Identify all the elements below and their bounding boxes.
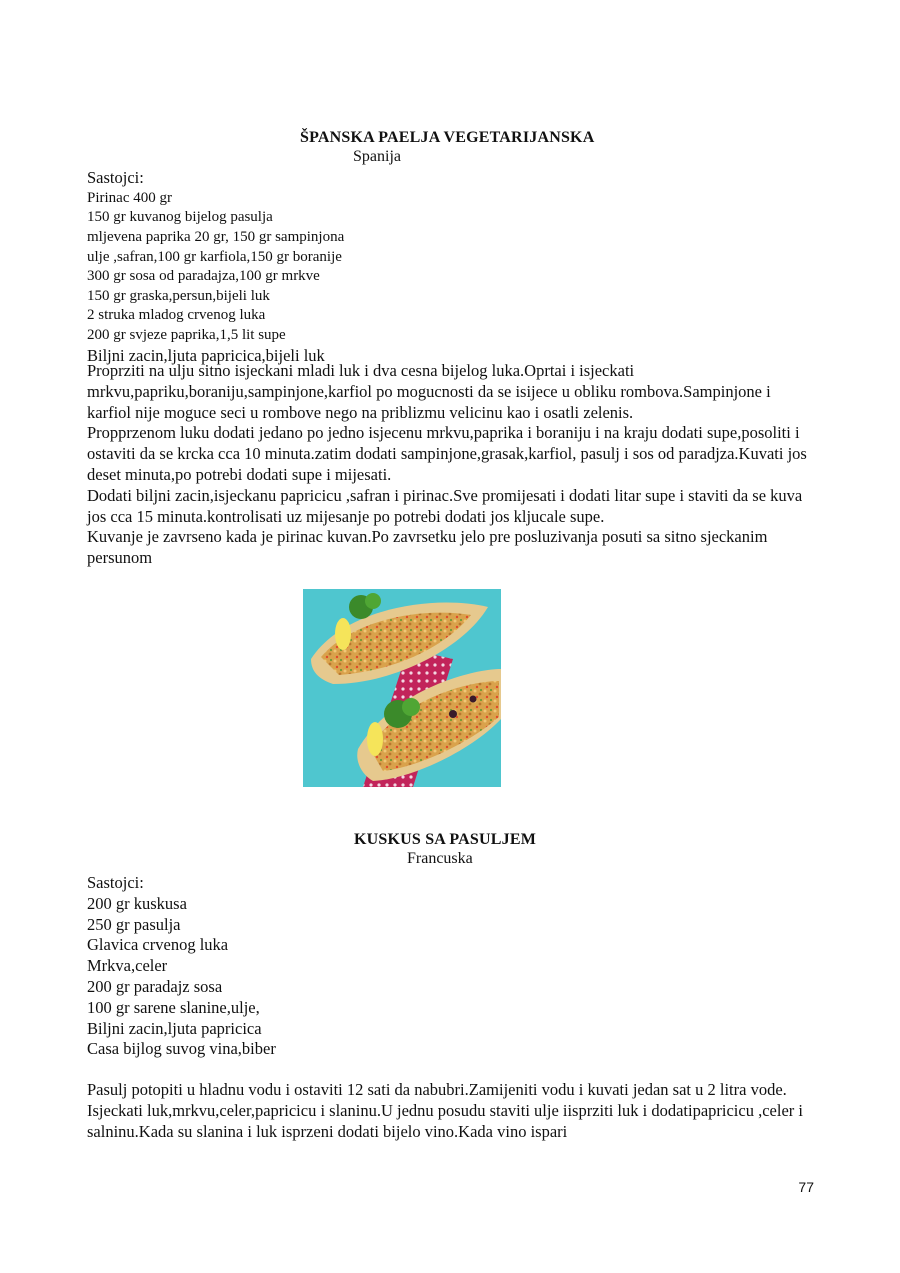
instructions (87, 361, 817, 569)
ingredient-item: Glavica crvenog luka (87, 935, 229, 955)
ingredient-item: 2 struka mladog crvenog luka (87, 307, 266, 324)
instruction-paragraph: Kuvanje je zavrseno kada je pirinac kuvan.Po zavrsetku jelo pre posluzivanja posuti sa sitno sjeckanim persunom (87, 527, 768, 568)
instruction-paragraph: Proprziti na ulju sitno isjeckani mladi luk i dva cesna bijelog luka.Oprtai i isjeckati mrkvu,papriku,boraniju,sampinjone,karfiol po mogucnosti da se isijece u obliku rombova.Sampinjone i karfiol nije moguce seci u rombove nego na priblizmu velicinu kao i osatli zelenis. (87, 361, 771, 422)
ingredient-item: Pirinac 400 gr (87, 189, 172, 206)
ingredient-item: 200 gr kuskusa (87, 893, 187, 913)
ingredients-heading: Sastojci: (87, 873, 144, 892)
ingredient-item: 100 gr sarene slanine,ulje, (87, 997, 260, 1017)
ingredients-heading: Sastojci: (87, 168, 144, 187)
ingredient-item: 200 gr svjeze paprika,1,5 lit supe (87, 326, 286, 343)
instruction-paragraph: Propprzenom luku dodati jedano po jedno isjecenu mrkvu,paprika i boraniju i na kraju dodati supe,posoliti i ostaviti da se krcka cca 10 minuta.zatim dodati sampinjone,grasak,karfiol, pasulj i sos od paradjza.Kuvati jos deset minuta,po potrebi dodati supe i mijesati. (87, 423, 807, 484)
ingredient-item: 150 gr kuvanog bijelog pasulja (87, 209, 273, 226)
ingredient-item: 150 gr graska,persun,bijeli luk (87, 287, 270, 304)
instruction-paragraph: Isjeckati luk,mrkvu,celer,papricicu i slaninu.U jednu posudu staviti ulje iisprziti luk i dodatipapricicu ,celer i salninu.Kada su slanina i luk isprzeni dodati bijelo vino.Kada vino ispari (87, 1100, 803, 1141)
ingredient-item: 200 gr paradajz sosa (87, 976, 223, 996)
ingredient-item: Biljni zacin,ljuta papricica (87, 1018, 262, 1038)
ingredient-item: Mrkva,celer (87, 956, 168, 976)
instructions (87, 1080, 817, 1142)
instruction-paragraph: Dodati biljni zacin,isjeckanu papricicu ,safran i pirinac.Sve promijesati i dodati litar supe i staviti da se kuva jos cca 15 minuta.kontrolisati uz mijesanje po potrebi dodati jos kljucale supe. (87, 485, 803, 526)
recipe-title: ŠPANSKA PAELJA VEGETARIJANSKA (300, 129, 595, 146)
ingredient-item: ulje ,safran,100 gr karfiola,150 gr boranije (87, 248, 342, 265)
instruction-paragraph: Pasulj potopiti u hladnu vodu i ostaviti 12 sati da nabubri.Zamijeniti vodu i kuvati jedan sat u 2 litra vode. (87, 1080, 787, 1099)
ingredients-list (87, 168, 344, 366)
ingredients-list (87, 873, 276, 1060)
paella-photo (303, 589, 501, 787)
recipe-origin: Spanija (353, 148, 401, 165)
ingredient-item: 300 gr sosa od paradajza,100 gr mrkve (87, 268, 320, 285)
page-number: 77 (798, 1179, 814, 1195)
ingredient-item: Biljni zacin,ljuta papricica,bijeli luk (87, 345, 325, 365)
recipe-origin: Francuska (407, 850, 473, 867)
recipe-title: KUSKUS SA PASULJEM (354, 831, 537, 848)
ingredient-item: mljevena paprika 20 gr, 150 gr sampinjona (87, 228, 345, 245)
ingredient-item: 250 gr pasulja (87, 914, 181, 934)
ingredient-item: Casa bijlog suvog vina,biber (87, 1039, 276, 1059)
